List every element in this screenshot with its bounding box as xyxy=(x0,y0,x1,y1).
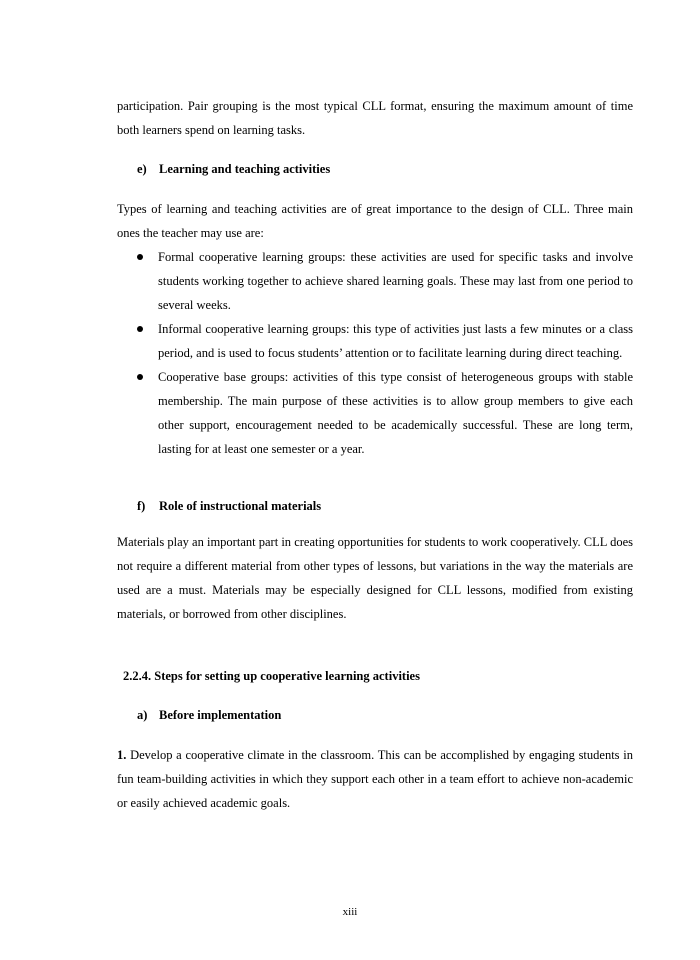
bullet-text: Formal cooperative learning groups: these activities are used for specific tasks and involve students working together to achieve shared learning goals. These may last from one period to several weeks. xyxy=(158,250,633,312)
intro-paragraph: participation. Pair grouping is the most typical CLL format, ensuring the maximum amount of time both learners spend on learning tasks. xyxy=(117,99,633,137)
section-a-marker: a) xyxy=(137,708,148,722)
section-a-heading xyxy=(137,705,281,725)
section-e-title: Learning and teaching activities xyxy=(159,162,331,176)
section-f-title: Role of instructional materials xyxy=(159,499,322,513)
section-f-paragraph: Materials play an important part in creating opportunities for students to work cooperatively. CLL does not require a different material from other types of lessons, but variations in the way the materials are used are a must. Materials may be especially designed for CLL lessons, modified from existing materials, or borrowed from other disciplines. xyxy=(117,535,633,621)
section-224-title: 2.2.4. Steps for setting up cooperative learning activities xyxy=(123,669,420,683)
bullet-text: Informal cooperative learning groups: this type of activities just lasts a few minutes or a class period, and is used to focus students’ attention or to facilitate learning during direct teaching. xyxy=(158,322,633,360)
page-number: xiii xyxy=(342,906,358,918)
section-f-heading xyxy=(137,496,321,516)
section-224-heading xyxy=(123,666,420,686)
bullet-item xyxy=(117,317,633,365)
section-e-paragraph: Types of learning and teaching activities are of great importance to the design of CLL. Three main ones the teacher may use are: xyxy=(117,202,633,240)
section-e-marker: e) xyxy=(137,162,147,176)
step-1-number: 1. xyxy=(117,748,127,762)
step-1-paragraph xyxy=(117,743,633,815)
bullet-text: Cooperative base groups: activities of this type consist of heterogeneous groups with stable membership. The main purpose of these activities is to allow group members to give each other support, encouragement needed to be academically successful. These are long term, lasting for at least one semester or a year. xyxy=(158,370,633,456)
bullet-icon xyxy=(137,254,143,260)
bullet-icon xyxy=(137,326,143,332)
section-e-heading xyxy=(137,159,330,179)
activities-bullet-list xyxy=(117,245,633,461)
bullet-item xyxy=(117,365,633,461)
section-a-title: Before implementation xyxy=(159,708,282,722)
step-1-text: Develop a cooperative climate in the classroom. This can be accomplished by engaging students in fun team-building activities in which they support each other in a team effort to achieve non-academic or easily achieved academic goals. xyxy=(117,748,633,810)
bullet-item xyxy=(117,245,633,317)
section-f-marker: f) xyxy=(137,499,146,513)
bullet-icon xyxy=(137,374,143,380)
